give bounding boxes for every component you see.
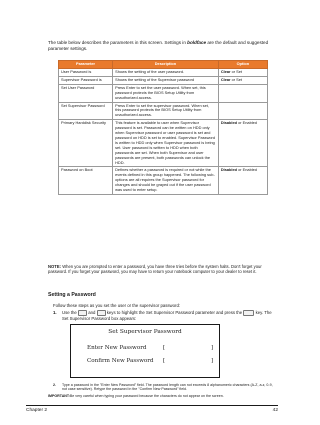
intro-boldface: boldface xyxy=(187,40,207,45)
intro-text: The table below describes the parameters in this screen. Settings in xyxy=(48,40,188,45)
note-text: When you are prompted to enter a password, you have three tries before the system halts. Don't forget your password. If you forget your password, you may have to return your notebook computer to your dealer to reset it. xyxy=(48,264,262,275)
option-cell xyxy=(218,76,267,84)
enter-key-icon xyxy=(243,310,254,316)
confirm-new-password-label: Confirm New Password xyxy=(87,358,154,364)
footer-chapter: Chapter 2 xyxy=(26,408,48,413)
intro-text-end: are the default and suggested parameter settings. xyxy=(48,40,269,52)
field-bracket-close: ] xyxy=(211,358,214,364)
column-header-parameter: Parameter xyxy=(59,61,113,69)
enter-new-password-row[interactable] xyxy=(87,345,214,351)
step-text: Type a password in the "Enter New Password" field. The password length can not exceeds 8 alphanumeric characters (A-Z, a-z, 0-9, not case sensitive). Retype the password in the "Confirm New Password" field. xyxy=(62,383,273,392)
param-cell: Set Supervisor Password xyxy=(59,102,113,120)
param-cell: Primary Harddisk Security xyxy=(59,120,113,167)
option-cell xyxy=(218,102,267,120)
follow-steps-text: Follow these steps as you set the user or the supervisor password: xyxy=(53,303,181,308)
param-cell: Password on Boot xyxy=(59,167,113,195)
note-label: NOTE: xyxy=(48,264,62,269)
option-rest: or Set xyxy=(230,69,243,74)
option-cell xyxy=(218,167,267,195)
param-cell: Supervisor Password is xyxy=(59,76,113,84)
option-default: Clear xyxy=(220,69,231,74)
field-bracket-open: [ xyxy=(163,345,166,351)
step-1 xyxy=(53,310,273,322)
section-title: Setting a Password xyxy=(48,292,96,298)
step-1-text-a: Use the xyxy=(62,310,79,316)
step-text xyxy=(62,310,273,322)
parameter-table xyxy=(58,60,268,195)
field-bracket-open: [ xyxy=(163,358,166,364)
step-number: 1. xyxy=(53,310,57,315)
option-cell xyxy=(218,120,267,167)
step-1-text-b: and xyxy=(87,310,97,316)
table-row xyxy=(59,76,268,84)
option-default: Disabled xyxy=(220,167,238,173)
set-supervisor-password-dialog xyxy=(70,324,220,378)
desc-cell: Shows the setting of the user password. xyxy=(113,69,219,77)
desc-cell: Shows the setting of the Supervisor password xyxy=(113,76,219,84)
important-note xyxy=(48,394,268,398)
option-rest: or Enabled xyxy=(237,120,257,126)
step-2 xyxy=(53,383,273,391)
desc-cell: Press Enter to set the user password. When set, this password protects the BIOS Setup Utility from unauthorized access. xyxy=(113,84,219,102)
step-1-text-d: key. The Set Supervisor Password box appears: xyxy=(62,310,272,321)
table-row xyxy=(59,120,268,167)
footer-divider xyxy=(26,405,278,406)
field-bracket-close: ] xyxy=(211,345,214,351)
desc-cell: This feature is available to user when Supervisor password is set. Password can be written on HDD only when Supervisor password or user password is set and password on HDD is set to enabled. Supervisor Password is written to HDD only when Supervisor password is being set. User password is written to HDD when both passwords are set. When both Supervisor and user passwords are present, both passwords can unlock the HDD. xyxy=(113,120,219,167)
desc-cell: Press Enter to set the supervisor password. When set, this password protects the BIOS Setup Utility from unauthorized access. xyxy=(113,102,219,120)
param-cell: Set User Password xyxy=(59,84,113,102)
option-rest: or Enabled xyxy=(237,167,257,173)
important-text: Be very careful when typing your password because the characters do not appear on the screen. xyxy=(69,394,224,398)
column-header-option: Option xyxy=(218,61,267,69)
option-default: Clear xyxy=(220,76,231,82)
enter-new-password-label: Enter New Password xyxy=(87,345,147,351)
table-row xyxy=(59,102,268,120)
option-rest: or Set xyxy=(230,76,243,82)
step-1-text-c: keys to highlight the Set Supervisor Password parameter and press the xyxy=(105,310,244,316)
option-default: Disabled xyxy=(220,120,238,126)
note-paragraph xyxy=(48,264,270,275)
table-row xyxy=(59,84,268,102)
dialog-title: Set Supervisor Password xyxy=(108,329,182,335)
table-row xyxy=(59,167,268,195)
step-number: 2. xyxy=(53,383,56,387)
param-cell: User Password is xyxy=(59,69,113,77)
table-row xyxy=(59,69,268,77)
intro-paragraph xyxy=(48,40,270,52)
footer-page-number: 42 xyxy=(272,408,278,413)
option-cell xyxy=(218,69,267,77)
desc-cell: Defines whether a password is required or not while the events defined in this group happened. The following sub-options are all requires the Supervisor password for changes and should be grayed out if the user password was used to enter setup. xyxy=(113,167,219,195)
table-header-row xyxy=(59,61,268,69)
important-label: IMPORTANT: xyxy=(48,394,70,398)
option-cell xyxy=(218,84,267,102)
column-header-description: Description xyxy=(113,61,219,69)
confirm-new-password-row[interactable] xyxy=(87,358,214,364)
